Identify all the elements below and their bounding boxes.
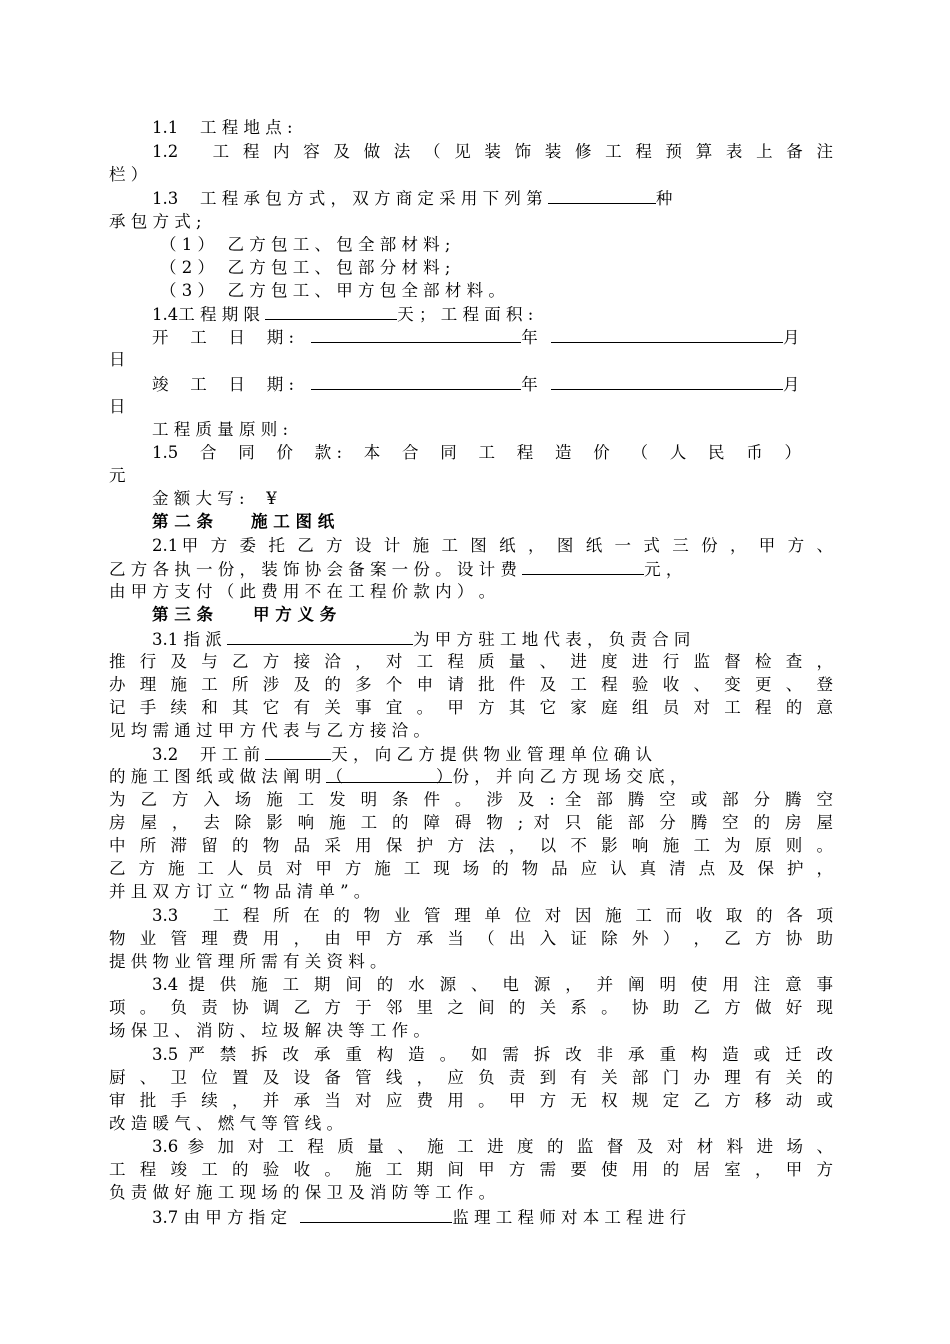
clause-3-2-line5: 中 所 滞 留 的 物 品 采 用 保 护 方 法 ， 以 不 影 响 施 工 为 原 则 。 <box>109 836 833 855</box>
clause-3-1-line4: 记 手 续 和 其 它 有 关 事 宜 。 甲 方 其 它 家 庭 组 员 对 工 程 的 意 <box>109 698 833 717</box>
clause-3-1-line5: 见 均 需 通 过 甲 方 代 表 与 乙 方 接 洽 。 <box>109 721 430 740</box>
start-month-blank[interactable] <box>551 325 783 343</box>
clause-3-6-line3: 负 责 做 好 施 工 现 场 的 保 卫 及 消 防 等 工 作 。 <box>109 1183 496 1202</box>
clause-3-4: 3.4 提 供 施 工 期 间 的 水 源 、 电 源 ， 并 阐 明 使 用 注 意 事 <box>152 975 833 994</box>
representative-blank[interactable] <box>227 627 413 645</box>
option-3: （ 3 ） 乙 方 包 工 、 甲 方 包 全 部 材 料 。 <box>160 281 505 300</box>
clause-2-1-line3: 由 甲 方 支 付 （ 此 费 用 不 在 工 程 价 款 内 ） 。 <box>109 582 496 601</box>
end-year-blank[interactable] <box>311 372 521 390</box>
clause-3-2-line4: 房 屋 ， 去 除 影 响 施 工 的 障 碍 物 ; 对 只 能 部 分 腾 空 的 房 屋 <box>109 813 833 832</box>
article-3-heading: 第 三 条 甲 方 义 务 <box>152 605 337 624</box>
clause-3-2-line3: 为 乙 方 入 场 施 工 发 明 条 件 。 涉 及 : 全 部 腾 空 或 部 分 腾 空 <box>109 790 833 809</box>
clause-3-3-line2: 物 业 管 理 费 用 ， 由 甲 方 承 当 （ 出 入 证 除 外 ） ， 乙 方 协 助 <box>109 929 833 948</box>
clause-3-5: 3.5 严 禁 拆 改 承 重 构 造 。 如 需 拆 改 非 承 重 构 造 或 迁 改 <box>152 1045 833 1064</box>
clause-3-4-line2: 项 。 负 责 协 调 乙 方 于 邻 里 之 间 的 关 系 。 协 助 乙 方 做 好 现 <box>109 998 833 1017</box>
clause-2-1: 2.1甲 方 委 托 乙 方 设 计 施 工 图 纸 ， 图 纸 一 式 三 份 ， 甲 方 、 <box>152 536 833 555</box>
clause-3-5-line3: 审 批 手 续 ， 并 承 当 对 应 费 用 。 甲 方 无 权 规 定 乙 方 移 动 或 <box>109 1091 833 1110</box>
contract-type-blank[interactable] <box>548 186 656 204</box>
article-2-heading: 第 二 条 施 工 图 纸 <box>152 512 335 531</box>
days-before-start-blank[interactable] <box>265 742 331 760</box>
clause-1-5-cont: 元 <box>109 466 126 485</box>
end-date-day: 日 <box>109 397 126 416</box>
end-month-blank[interactable] <box>551 372 783 390</box>
clause-1-2-cont: 栏 ） <box>109 165 148 184</box>
design-fee-blank[interactable] <box>522 557 644 575</box>
clause-1-3-cont: 承 包 方 式 ; <box>109 212 202 231</box>
clause-3-1-line3: 办 理 施 工 所 涉 及 的 多 个 申 请 批 件 及 工 程 验 收 、 变 更 、 登 <box>109 675 833 694</box>
clause-3-2-line6: 乙 方 施 工 人 员 对 甲 方 施 工 现 场 的 物 品 应 认 真 清 点 及 保 护 ， <box>109 859 833 878</box>
clause-2-1-line2: 乙 方 各 执 一 份 ， 装 饰 协 会 备 案 一 份 。 设 计 费 元 ， <box>109 557 833 581</box>
option-2: （ 2 ） 乙 方 包 工 、 包 部 分 材 料 ; <box>160 258 451 277</box>
clause-3-3: 3.3 工 程 所 在 的 物 业 管 理 单 位 对 因 施 工 而 收 取 的 各 项 <box>152 906 833 925</box>
clause-3-5-line2: 厨 、 卫 位 置 及 设 备 管 线 ， 应 负 责 到 有 关 部 门 办 理 有 关 的 <box>109 1068 833 1087</box>
end-date: 竣 工 日 期 : 年 月 <box>152 372 833 396</box>
start-year-blank[interactable] <box>311 325 521 343</box>
clause-1-5: 1.5 合 同 价 款 : 本 合 同 工 程 造 价 （ 人 民 币 ） <box>152 443 801 462</box>
clause-1-3: 1.3 工 程 承 包 方 式 ， 双 方 商 定 采 用 下 列 第 种 <box>152 186 833 210</box>
clause-3-7: 3.7 由 甲 方 指 定 监 理 工 程 师 对 本 工 程 进 行 <box>152 1205 833 1229</box>
clause-1-2: 1.2 工 程 内 容 及 做 法 （ 见 装 饰 装 修 工 程 预 算 表 上 备 注 <box>152 142 833 161</box>
clause-3-1-line2: 推 行 及 与 乙 方 接 洽 ， 对 工 程 质 量 、 进 度 进 行 监 督 检 查 ， <box>109 652 833 671</box>
start-date-day: 日 <box>109 350 126 369</box>
amount-in-words: 金 额 大 写 : ¥ <box>152 489 277 508</box>
clause-3-6-line2: 工 程 竣 工 的 验 收 。 施 工 期 间 甲 方 需 要 使 用 的 居 室 ， 甲 方 <box>109 1160 833 1179</box>
clause-3-2-line2: 的 施 工 图 纸 或 做 法 阐 明 （ ）份 ， 并 向 乙 方 现 场 交 底 ， <box>109 767 687 786</box>
copies-blank[interactable]: （ ） <box>326 767 453 786</box>
start-date: 开 工 日 期 : 年 月 <box>152 325 833 349</box>
clause-3-2-line7: 并 且 双 方 订 立 “ 物 品 清 单 ” 。 <box>109 882 371 901</box>
clause-3-6: 3.6 参 加 对 工 程 质 量 、 施 工 进 度 的 监 督 及 对 材 料 进 场 、 <box>152 1137 833 1156</box>
option-1: （ 1 ） 乙 方 包 工 、 包 全 部 材 料 ; <box>160 235 451 254</box>
clause-3-1: 3.1 指 派 为 甲 方 驻 工 地 代 表 ， 负 责 合 同 <box>152 627 833 651</box>
clause-1-4: 1.4工 程 期 限 天 ； 工 程 面 积 : <box>152 302 833 326</box>
duration-blank[interactable] <box>265 302 397 320</box>
clause-3-4-line3: 场 保 卫 、 消 防 、 垃 圾 解 决 等 工 作 。 <box>109 1021 430 1040</box>
supervisor-blank[interactable] <box>300 1205 452 1223</box>
clause-3-3-line3: 提 供 物 业 管 理 所 需 有 关 资 料 。 <box>109 952 387 971</box>
clause-3-5-line4: 改 造 暖 气 、 燃 气 等 管 线 。 <box>109 1114 343 1133</box>
quality-principle: 工 程 质 量 原 则 : <box>152 420 289 439</box>
clause-1-1: 1.1 工 程 地 点 : <box>152 118 293 137</box>
clause-3-2: 3.2 开 工 前 天 ， 向 乙 方 提 供 物 业 管 理 单 位 确 认 <box>152 742 833 766</box>
